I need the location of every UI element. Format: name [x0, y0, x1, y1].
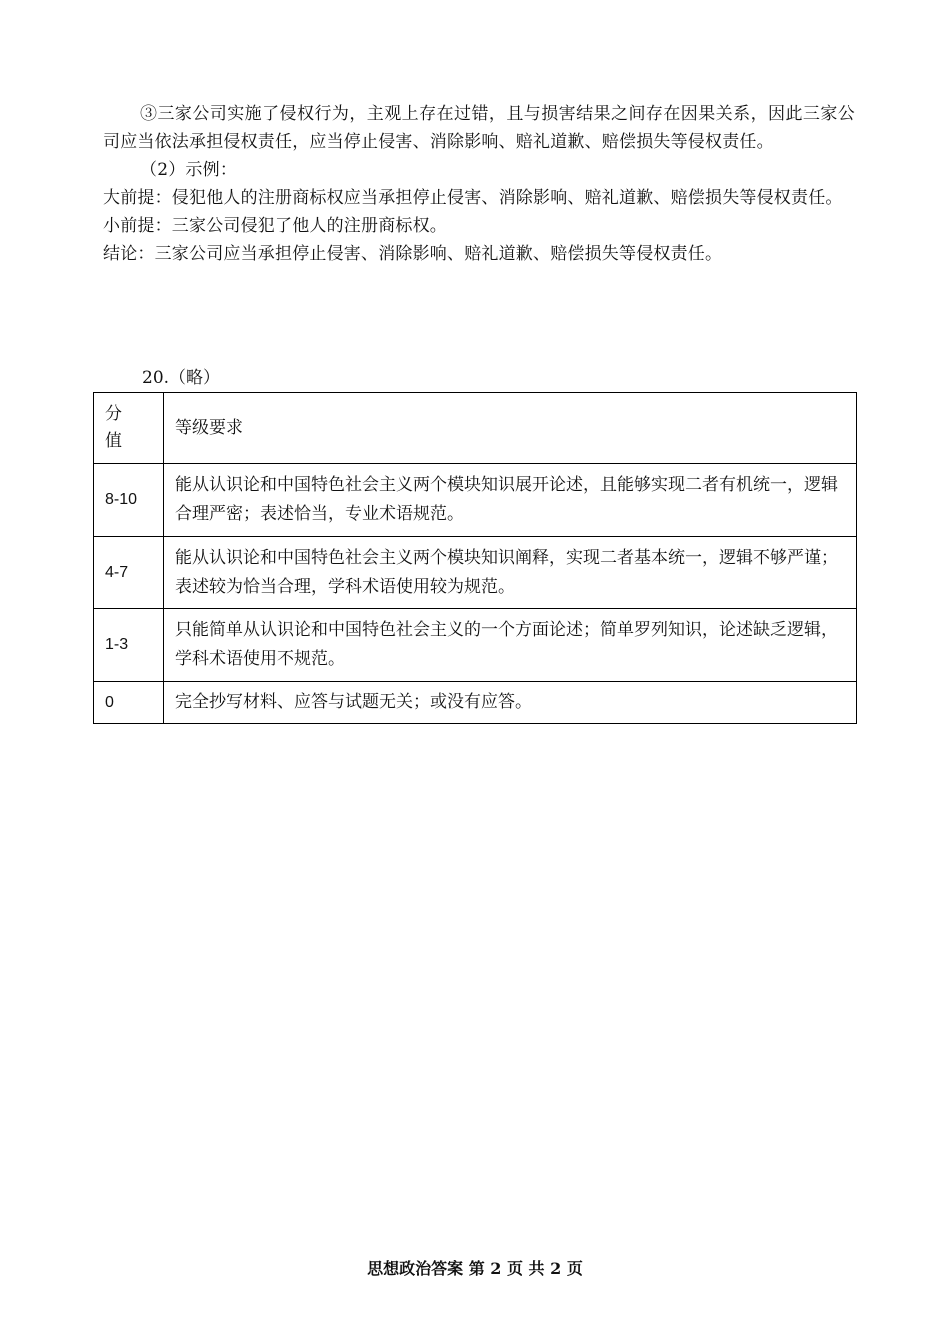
row-requirement: 只能简单从认识论和中国特色社会主义的一个方面论述；简单罗列知识，论述缺乏逻辑，学科术语使用不规范。 — [164, 609, 857, 682]
row-score: 1-3 — [94, 609, 164, 682]
answer-body — [103, 100, 855, 268]
example-heading: （2）示例： — [140, 160, 238, 180]
table-header-row — [94, 393, 857, 464]
header-requirement: 等级要求 — [164, 393, 857, 464]
row-score: 4-7 — [94, 537, 164, 609]
row-requirement: 能从认识论和中国特色社会主义两个模块知识阐释，实现二者基本统一，逻辑不够严谨；表述较为恰当合理，学科术语使用较为规范。 — [164, 537, 857, 609]
table-row — [94, 609, 857, 682]
page-footer: 思想政治答案 第 2 页 共 2 页 — [367, 1259, 583, 1278]
table-row — [94, 537, 857, 609]
answer-paragraph-3: ③三家公司实施了侵权行为，主观上存在过错，且与损害结果之间存在因果关系，因此三家公司应当依法承担侵权责任，应当停止侵害、消除影响、赔礼道歉、赔偿损失等侵权责任。 — [103, 104, 855, 152]
header-score: 分值 — [94, 393, 164, 464]
row-requirement: 完全抄写材料、应答与试题无关；或没有应答。 — [164, 682, 857, 724]
major-premise: 大前提：侵犯他人的注册商标权应当承担停止侵害、消除影响、赔礼道歉、赔偿损失等侵权责任。 — [103, 188, 843, 208]
conclusion: 结论：三家公司应当承担停止侵害、消除影响、赔礼道歉、赔偿损失等侵权责任。 — [103, 244, 723, 264]
row-requirement: 能从认识论和中国特色社会主义两个模块知识展开论述，且能够实现二者有机统一，逻辑合理严密；表述恰当，专业术语规范。 — [164, 464, 857, 537]
row-score: 0 — [94, 682, 164, 724]
row-score: 8-10 — [94, 464, 164, 537]
grading-table — [93, 392, 857, 724]
table-row — [94, 682, 857, 724]
question-20-label: 20.（略） — [142, 368, 221, 388]
minor-premise: 小前提：三家公司侵犯了他人的注册商标权。 — [103, 216, 447, 236]
table-row — [94, 464, 857, 537]
